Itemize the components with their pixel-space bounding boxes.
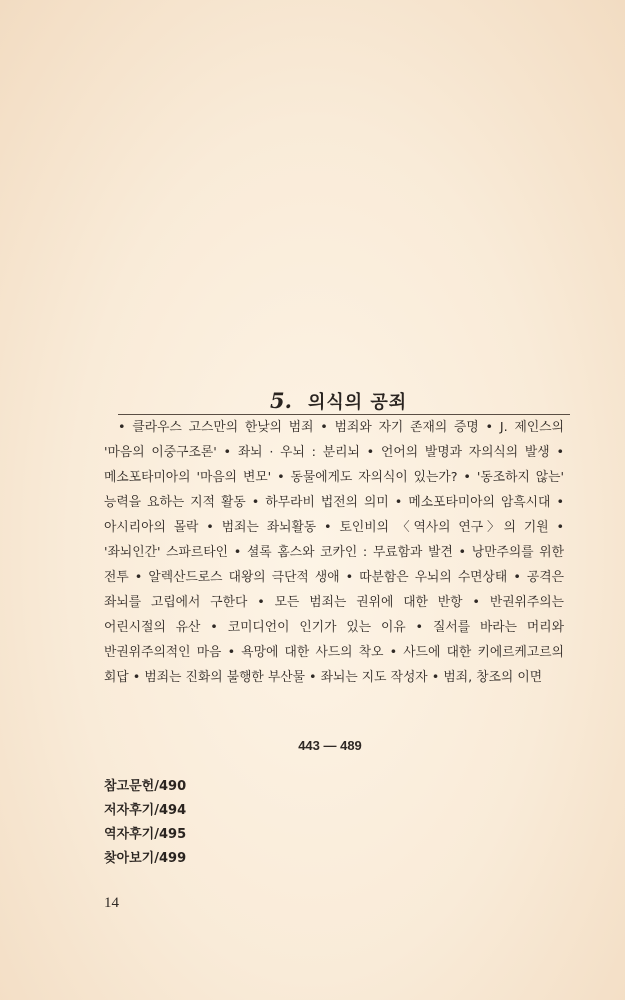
back-matter-list [104,775,186,871]
back-matter-item-references: 참고문헌/490 [104,779,187,794]
page-number: 14 [104,895,119,911]
chapter-heading [270,388,407,414]
chapter-summary: • 클라우스 고스만의 한낮의 범죄 • 범죄와 자기 존재의 증명 • J. 제인스의 '마음의 이중구조론' • 좌뇌 · 우뇌 : 분리뇌 • 언어의 발명과 자의식의 발생 • 메소포타미아의 '마음의 변모' • 동물에게도 자의식이 있는가? • '동조하지 않는' 능력을 요하는 지적 활동 • 하무라비 법전의 의미 • 메소포타미아의 암흑시대 • 아시리아의 몰락 • 범죄는 좌뇌활동 • 토인비의 〈역사의 연구〉의 기원 • '좌뇌인간' 스파르타인 • 셜록 홈스와 코카인 : 무료함과 발견 • 낭만주의를 위한 전투 • 알렉산드로스 대왕의 극단적 생애 • 따분함은 우뇌의 수면상태 • 공격은 좌뇌를 고립에서 구한다 • 모든 범죄는 권위에 대한 반항 • 반권위주의는 어린시절의 유산 • 코미디언이 인기가 있는 이유 • 질서를 바라는 머리와 반권위주의적인 마음 • 욕망에 대한 사드의 착오 • 사드에 대한 키에르케고르의 회답 • 범죄는 진화의 불행한 부산물 • 좌뇌는 지도 작성자 • 범죄, 창조의 이면 [104,420,564,685]
chapter-number: 5. [270,388,292,413]
back-matter-item-index: 찾아보기/499 [104,851,187,866]
back-matter-item-author-afterword: 저자후기/494 [104,803,187,818]
chapter-title: 의식의 공죄 [307,392,408,413]
chapter-page-range: 443 — 489 [298,738,362,753]
back-matter-item-translator-afterword: 역자후기/495 [104,827,187,842]
